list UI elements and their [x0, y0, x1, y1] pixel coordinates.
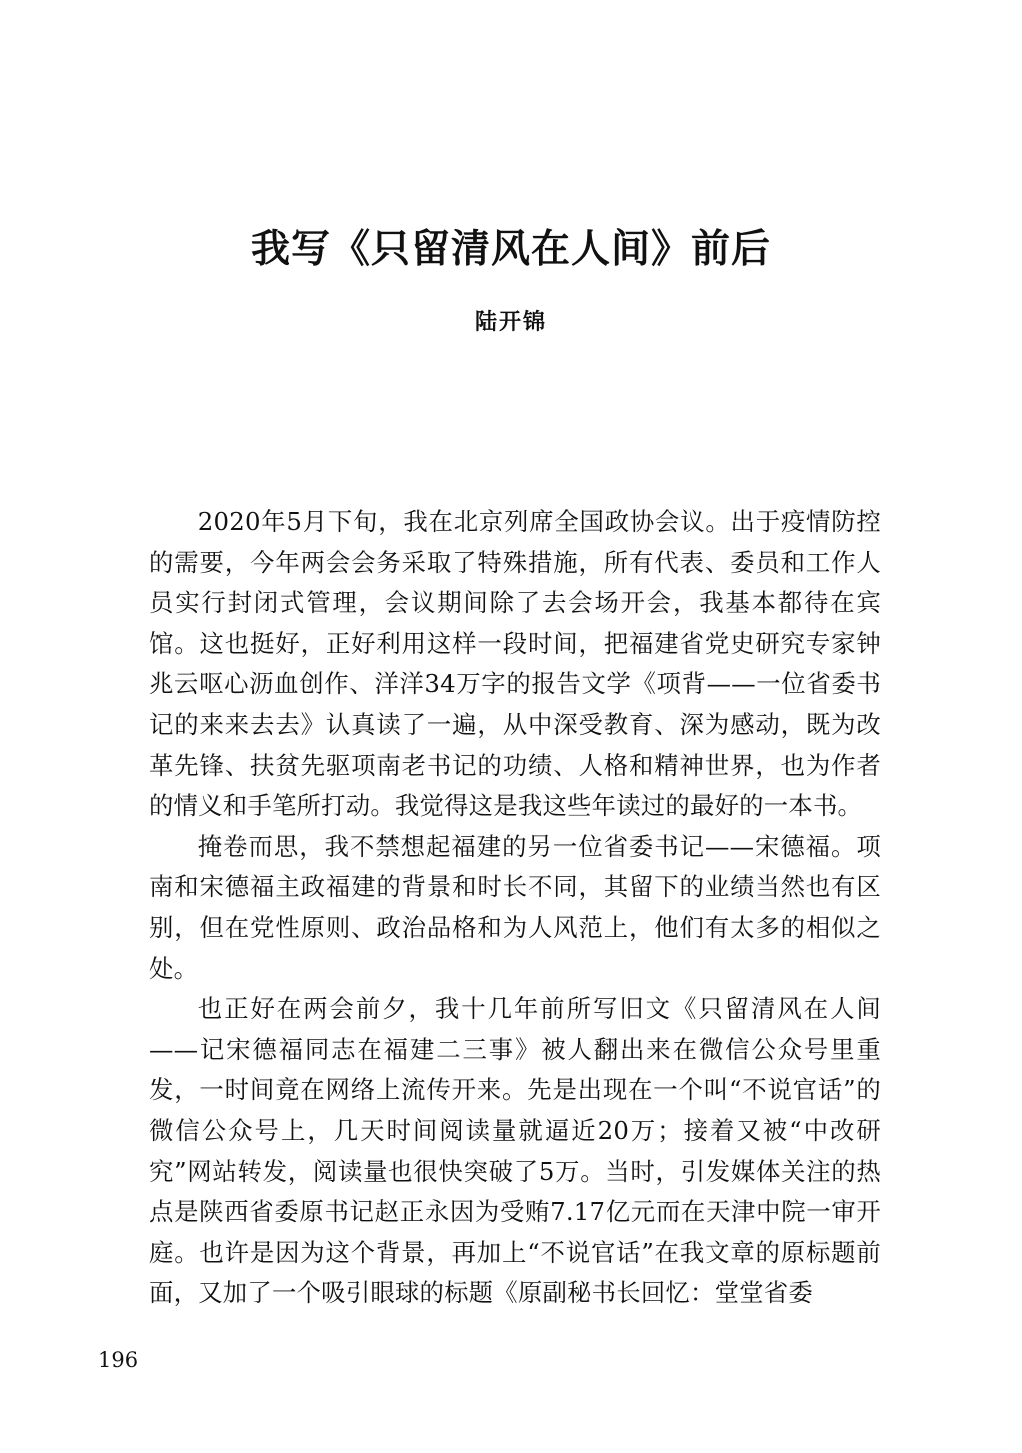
- article-title: 我写《只留清风在人间》前后: [250, 227, 771, 272]
- article-author: 陆开锦: [474, 310, 547, 335]
- paragraph-2: 掩卷而思，我不禁想起福建的另一位省委书记——宋德福。项南和宋德福主政福建的背景和时长不同，其留下的业绩当然也有区别，但在党性原则、政治品格和为人风范上，他们有太多的相似之处。: [149, 831, 881, 983]
- article-body: [149, 502, 881, 1314]
- paragraph-1: 2020年5月下旬，我在北京列席全国政协会议。出于疫情防控的需要，今年两会会务采取了特殊措施，所有代表、委员和工作人员实行封闭式管理，会议期间除了去会场开会，我基本都待在宾馆。这也挺好，正好利用这样一段时间，把福建省党史研究专家钟兆云呕心沥血创作、洋洋34万字的报告文学《项背——一位省委书记的来来去去》认真读了一遍，从中深受教育、深为感动，既为改革先锋、扶贫先驱项南老书记的功绩、人格和精神世界，也为作者的情义和手笔所打动。我觉得这是我这些年读过的最好的一本书。: [149, 507, 881, 821]
- paragraph-3: 也正好在两会前夕，我十几年前所写旧文《只留清风在人间——记宋德福同志在福建二三事》被人翻出来在微信公众号里重发，一时间竟在网络上流传开来。先是出现在一个叫“不说官话”的微信公众号上，几天时间阅读量就逼近20万；接着又被“中改研究”网站转发，阅读量也很快突破了5万。当时，引发媒体关注的热点是陕西省委原书记赵正永因为受贿7.17亿元而在天津中院一审开庭。也许是因为这个背景，再加上“不说官话”在我文章的原标题前面，又加了一个吸引眼球的标题《原副秘书长回忆：堂堂省委: [149, 994, 881, 1308]
- page-number: 196: [98, 1348, 139, 1372]
